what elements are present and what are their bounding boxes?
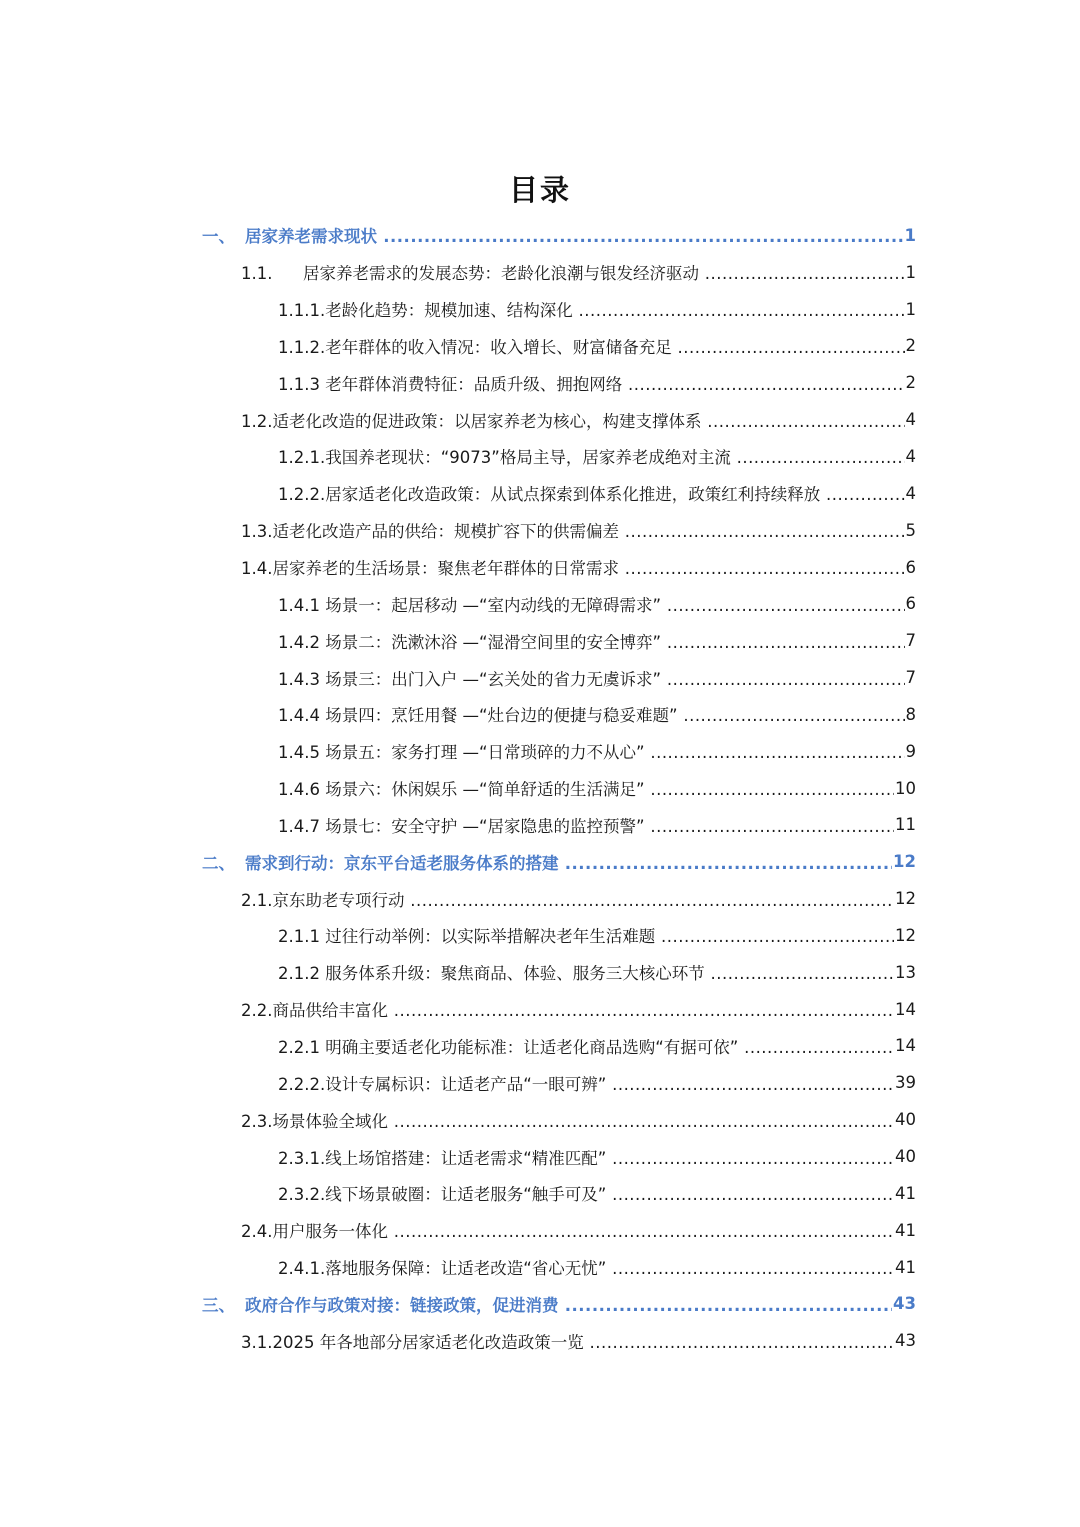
toc-page-number: 6 <box>905 557 916 577</box>
toc-entry-title <box>241 1108 894 1132</box>
toc-entry[interactable] <box>0 917 916 954</box>
toc-entry-title <box>241 260 905 284</box>
toc-entry[interactable] <box>0 1175 916 1212</box>
toc-entry[interactable] <box>0 549 916 586</box>
toc-entry[interactable] <box>0 512 916 549</box>
toc-entry-text: 1.2.1.我国养老现状：“9073”格局主导，居家养老成绝对主流 <box>278 448 731 468</box>
toc-page-number: 1 <box>905 262 916 282</box>
toc-entry-text: 1.4.7 场景七：安全守护 —“居家隐患的监控预警” <box>278 816 645 836</box>
toc-entry[interactable] <box>0 1249 916 1286</box>
toc-section-number: 1.1. <box>241 264 273 284</box>
toc-entry-title <box>278 739 905 763</box>
toc-entry-text: 1.3.适老化改造产品的供给：规模扩容下的供需偏差 <box>241 522 619 542</box>
toc-entry-title <box>278 1145 894 1169</box>
toc-entry-text: 2.2.商品供给丰富化 <box>241 1001 388 1021</box>
toc-page-number: 40 <box>895 1147 916 1167</box>
toc-entry-title <box>241 1218 894 1242</box>
toc-entry-text: 居家养老需求的发展态势：老龄化浪潮与银发经济驱动 <box>303 264 699 284</box>
toc-entry-title <box>278 702 905 726</box>
toc-entry-text: 1.1.1.老龄化趋势：规模加速、结构深化 <box>278 301 573 321</box>
toc-page-number: 41 <box>895 1220 916 1240</box>
toc-page-number: 2 <box>905 373 916 393</box>
toc-entry-text: 2.4.1.落地服务保障：让适老改造“省心无忧” <box>278 1259 607 1279</box>
toc-entry[interactable] <box>0 291 916 328</box>
toc-page-number: 7 <box>905 631 916 651</box>
toc-entry[interactable] <box>0 622 916 659</box>
toc-entry-title <box>241 555 905 579</box>
toc-entry[interactable] <box>0 585 916 622</box>
toc-entry-text: 2.1.京东助老专项行动 <box>241 890 405 910</box>
toc-entry-text: 1.4.3 场景三：出门入户 —“玄关处的省力无虞诉求” <box>278 669 662 689</box>
toc-page-number: 9 <box>905 741 916 761</box>
toc-entry-text: 1.4.居家养老的生活场景：聚焦老年群体的日常需求 <box>241 559 619 579</box>
toc-entry-title <box>278 444 905 468</box>
toc-entry-title <box>241 518 905 542</box>
toc-entry-title <box>278 629 905 653</box>
toc-page-number: 6 <box>905 594 916 614</box>
toc-entry[interactable] <box>0 880 916 917</box>
toc-entry-title <box>278 666 905 690</box>
toc-entry-text: 2.2.1 明确主要适老化功能标准：让适老化商品选购“有据可依” <box>278 1037 739 1057</box>
toc-page-number: 4 <box>905 446 916 466</box>
toc-entry[interactable] <box>0 807 916 844</box>
toc-entry-title <box>278 371 905 395</box>
toc-entry-text: 需求到行动：京东平台适老服务体系的搭建 <box>245 853 559 873</box>
toc-entry[interactable] <box>0 1138 916 1175</box>
toc-entry-text: 2.1.2 服务体系升级：聚焦商品、体验、服务三大核心环节 <box>278 964 705 984</box>
toc-entry-text: 2.1.1 过往行动举例：以实际举措解决老年生活难题 <box>278 927 656 947</box>
toc-entry-title <box>278 481 905 505</box>
toc-entry-title <box>202 1292 892 1316</box>
toc-entry[interactable] <box>0 770 916 807</box>
toc-page-number: 40 <box>895 1110 916 1130</box>
toc-page-number: 43 <box>895 1331 916 1351</box>
toc-entry-text: 1.4.2 场景二：洗漱沐浴 —“湿滑空间里的安全博弈” <box>278 632 662 652</box>
toc-entry[interactable] <box>0 1028 916 1065</box>
toc-page-number: 39 <box>895 1073 916 1093</box>
toc-page-number: 4 <box>905 410 916 430</box>
toc-page-number: 2 <box>905 336 916 356</box>
toc-page-number: 12 <box>895 925 916 945</box>
toc-entry[interactable] <box>0 364 916 401</box>
toc-entry-text: 3.1.2025 年各地部分居家适老化改造政策一览 <box>241 1332 584 1352</box>
toc-entry-text: 1.2.2.居家适老化改造政策：从试点探索到体系化推进，政策红利持续释放 <box>278 485 821 505</box>
toc-entry-text: 2.2.2.设计专属标识：让适老产品“一眼可辨” <box>278 1074 607 1094</box>
toc-page-number: 41 <box>895 1257 916 1277</box>
toc-page-number: 1 <box>904 225 916 245</box>
toc-entry-title <box>278 297 905 321</box>
toc-entry[interactable] <box>0 991 916 1028</box>
toc-page-number: 13 <box>895 962 916 982</box>
toc-entry-title <box>278 776 894 800</box>
toc-entry[interactable] <box>0 843 916 880</box>
toc-page-number: 41 <box>895 1183 916 1203</box>
toc-entry-title <box>278 1034 894 1058</box>
page-title: 目录 <box>508 173 571 207</box>
toc-page-number: 5 <box>905 520 916 540</box>
toc-entry-text: 1.4.6 场景六：休闲娱乐 —“简单舒适的生活满足” <box>278 780 645 800</box>
toc-entry[interactable] <box>0 1212 916 1249</box>
table-of-contents <box>0 217 1080 1359</box>
toc-entry-text: 2.4.用户服务一体化 <box>241 1222 388 1242</box>
toc-page-number: 4 <box>905 483 916 503</box>
toc-section-number: 一、 <box>202 227 235 247</box>
toc-entry[interactable] <box>0 328 916 365</box>
toc-page-number: 43 <box>893 1294 916 1314</box>
toc-page-number: 7 <box>905 668 916 688</box>
toc-page-number: 11 <box>895 815 916 835</box>
toc-page-number: 12 <box>895 889 916 909</box>
toc-entry-title <box>241 1329 894 1353</box>
toc-entry-text: 1.2.适老化改造的促进政策：以居家养老为核心，构建支撑体系 <box>241 411 702 431</box>
toc-entry-text: 1.4.5 场景五：家务打理 —“日常琐碎的力不从心” <box>278 743 645 763</box>
toc-entry[interactable] <box>0 475 916 512</box>
toc-entry-text: 2.3.1.线上场馆搭建：让适老需求“精准匹配” <box>278 1148 607 1168</box>
toc-entry-title <box>278 1255 894 1279</box>
toc-entry-text: 1.4.4 场景四：烹饪用餐 —“灶台边的便捷与稳妥难题” <box>278 706 678 726</box>
toc-entry-text: 1.1.2.老年群体的收入情况：收入增长、财富储备充足 <box>278 337 672 357</box>
toc-entry-title <box>202 223 904 247</box>
toc-entry-title <box>241 887 894 911</box>
toc-entry[interactable] <box>0 438 916 475</box>
toc-entry-text: 1.4.1 场景一：起居移动 —“室内动线的无障碍需求” <box>278 595 662 615</box>
toc-entry[interactable] <box>0 954 916 991</box>
toc-page-number: 10 <box>895 778 916 798</box>
toc-entry-text: 居家养老需求现状 <box>245 227 377 247</box>
toc-page-number: 14 <box>895 999 916 1019</box>
toc-entry-title <box>278 960 894 984</box>
toc-entry-title <box>278 923 894 947</box>
toc-entry[interactable] <box>0 696 916 733</box>
toc-entry-text: 2.3.场景体验全域化 <box>241 1111 388 1131</box>
toc-entry[interactable] <box>0 254 916 291</box>
toc-entry-title <box>278 813 894 837</box>
toc-page-number: 8 <box>905 704 916 724</box>
toc-entry-text: 政府合作与政策对接：链接政策，促进消费 <box>245 1295 559 1315</box>
toc-entry[interactable] <box>0 1322 916 1359</box>
toc-entry[interactable] <box>0 401 916 438</box>
toc-page-number: 14 <box>895 1036 916 1056</box>
toc-entry-title <box>278 334 905 358</box>
toc-entry[interactable] <box>0 217 916 254</box>
toc-section-number: 二、 <box>202 853 235 873</box>
toc-entry-title <box>202 850 892 874</box>
toc-entry-text: 1.1.3 老年群体消费特征：品质升级、拥抱网络 <box>278 374 623 394</box>
toc-page-number: 12 <box>893 852 916 872</box>
toc-entry-title <box>241 997 894 1021</box>
toc-entry[interactable] <box>0 1285 916 1322</box>
toc-entry-title <box>241 408 905 432</box>
toc-entry-title <box>278 1071 894 1095</box>
toc-page-number: 1 <box>905 299 916 319</box>
toc-entry[interactable] <box>0 1064 916 1101</box>
toc-entry-title <box>278 592 905 616</box>
toc-entry[interactable] <box>0 733 916 770</box>
toc-entry-title <box>278 1181 894 1205</box>
toc-entry[interactable] <box>0 659 916 696</box>
toc-entry[interactable] <box>0 1101 916 1138</box>
toc-entry-text: 2.3.2.线下场景破圈：让适老服务“触手可及” <box>278 1185 607 1205</box>
toc-section-number: 三、 <box>202 1295 235 1315</box>
